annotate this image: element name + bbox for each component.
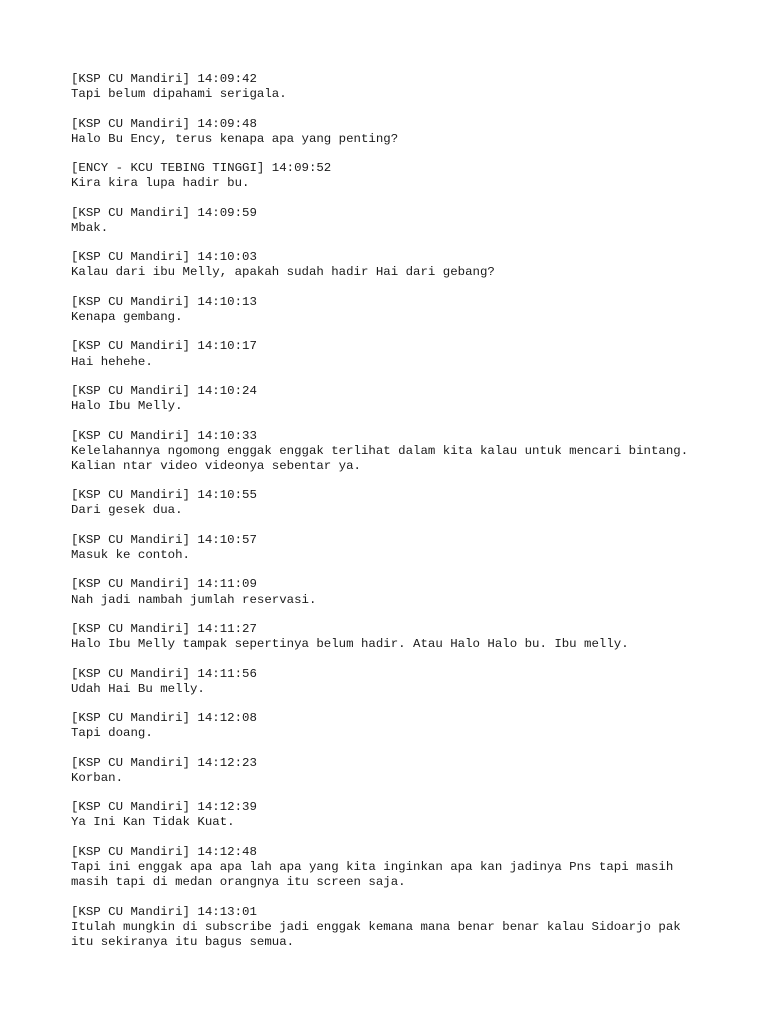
entry-header: [KSP CU Mandiri] 14:10:13	[71, 294, 257, 309]
entry-header: [KSP CU Mandiri] 14:09:59	[71, 205, 257, 220]
entry-header: [ENCY - KCU TEBING TINGGI] 14:09:52	[71, 161, 332, 176]
transcript-entry	[71, 667, 731, 697]
entry-message: Itulah mungkin di subscribe jadi enggak kemana mana benar benar kalau Sidoarjo pak itu sekiranya itu bagus semua.	[71, 919, 681, 949]
entry-message: Halo Ibu Melly.	[71, 399, 183, 414]
entry-header: [KSP CU Mandiri] 14:12:48	[71, 844, 257, 859]
entry-header: [KSP CU Mandiri] 14:12:39	[71, 800, 257, 815]
transcript-entry	[71, 295, 731, 325]
entry-header: [KSP CU Mandiri] 14:09:48	[71, 116, 257, 131]
entry-header: [KSP CU Mandiri] 14:10:55	[71, 488, 257, 503]
transcript-entry	[71, 711, 731, 741]
entry-message: Halo Bu Ency, terus kenapa apa yang penting?	[71, 131, 399, 146]
entry-header: [KSP CU Mandiri] 14:13:01	[71, 904, 257, 919]
transcript-entry	[71, 429, 731, 474]
entry-message: Masuk ke contoh.	[71, 547, 190, 562]
transcript-entry	[71, 250, 731, 280]
entry-header: [KSP CU Mandiri] 14:12:23	[71, 755, 257, 770]
transcript-entry	[71, 488, 731, 518]
entry-header: [KSP CU Mandiri] 14:10:17	[71, 339, 257, 354]
transcript-entry	[71, 206, 731, 236]
transcript-entry	[71, 72, 731, 102]
transcript-entry	[71, 533, 731, 563]
entry-header: [KSP CU Mandiri] 14:10:03	[71, 250, 257, 265]
transcript-entry	[71, 384, 731, 414]
entry-message: Kenapa gembang.	[71, 309, 183, 324]
transcript-entry	[71, 339, 731, 369]
entry-message: Kalau dari ibu Melly, apakah sudah hadir Hai dari gebang?	[71, 265, 495, 280]
entry-header: [KSP CU Mandiri] 14:11:56	[71, 666, 257, 681]
entry-message: Udah Hai Bu melly.	[71, 681, 205, 696]
entry-message: Dari gesek dua.	[71, 503, 183, 518]
entry-header: [KSP CU Mandiri] 14:11:09	[71, 577, 257, 592]
entry-message: Hai hehehe.	[71, 354, 153, 369]
transcript-entry	[71, 845, 731, 890]
entry-header: [KSP CU Mandiri] 14:11:27	[71, 622, 257, 637]
entry-header: [KSP CU Mandiri] 14:10:24	[71, 384, 257, 399]
transcript-entry	[71, 577, 731, 607]
entry-message: Tapi doang.	[71, 726, 153, 741]
entry-message: Ya Ini Kan Tidak Kuat.	[71, 815, 235, 830]
entry-message: Nah jadi nambah jumlah reservasi.	[71, 592, 317, 607]
entry-message: Kira kira lupa hadir bu.	[71, 176, 250, 191]
transcript-entry	[71, 161, 731, 191]
entry-message: Kelelahannya ngomong enggak enggak terlihat dalam kita kalau untuk mencari bintang. Kalian ntar video videonya sebentar ya.	[71, 443, 689, 473]
entry-message: Mbak.	[71, 220, 109, 235]
transcript-entry	[71, 622, 731, 652]
transcript-entry	[71, 117, 731, 147]
entry-header: [KSP CU Mandiri] 14:10:57	[71, 532, 257, 547]
entry-message: Tapi belum dipahami serigala.	[71, 87, 287, 102]
entry-message: Tapi ini enggak apa apa lah apa yang kita inginkan apa kan jadinya Pns tapi masih masih tapi di medan orangnya itu screen saja.	[71, 860, 674, 890]
transcript-entry	[71, 800, 731, 830]
transcript-entry	[71, 905, 731, 950]
entry-header: [KSP CU Mandiri] 14:09:42	[71, 72, 257, 86]
entry-message: Korban.	[71, 770, 124, 785]
entry-header: [KSP CU Mandiri] 14:12:08	[71, 711, 257, 726]
entry-message: Halo Ibu Melly tampak sepertinya belum hadir. Atau Halo Halo bu. Ibu melly.	[71, 637, 629, 652]
transcript-page	[71, 72, 731, 964]
transcript-entry	[71, 756, 731, 786]
entry-header: [KSP CU Mandiri] 14:10:33	[71, 428, 257, 443]
